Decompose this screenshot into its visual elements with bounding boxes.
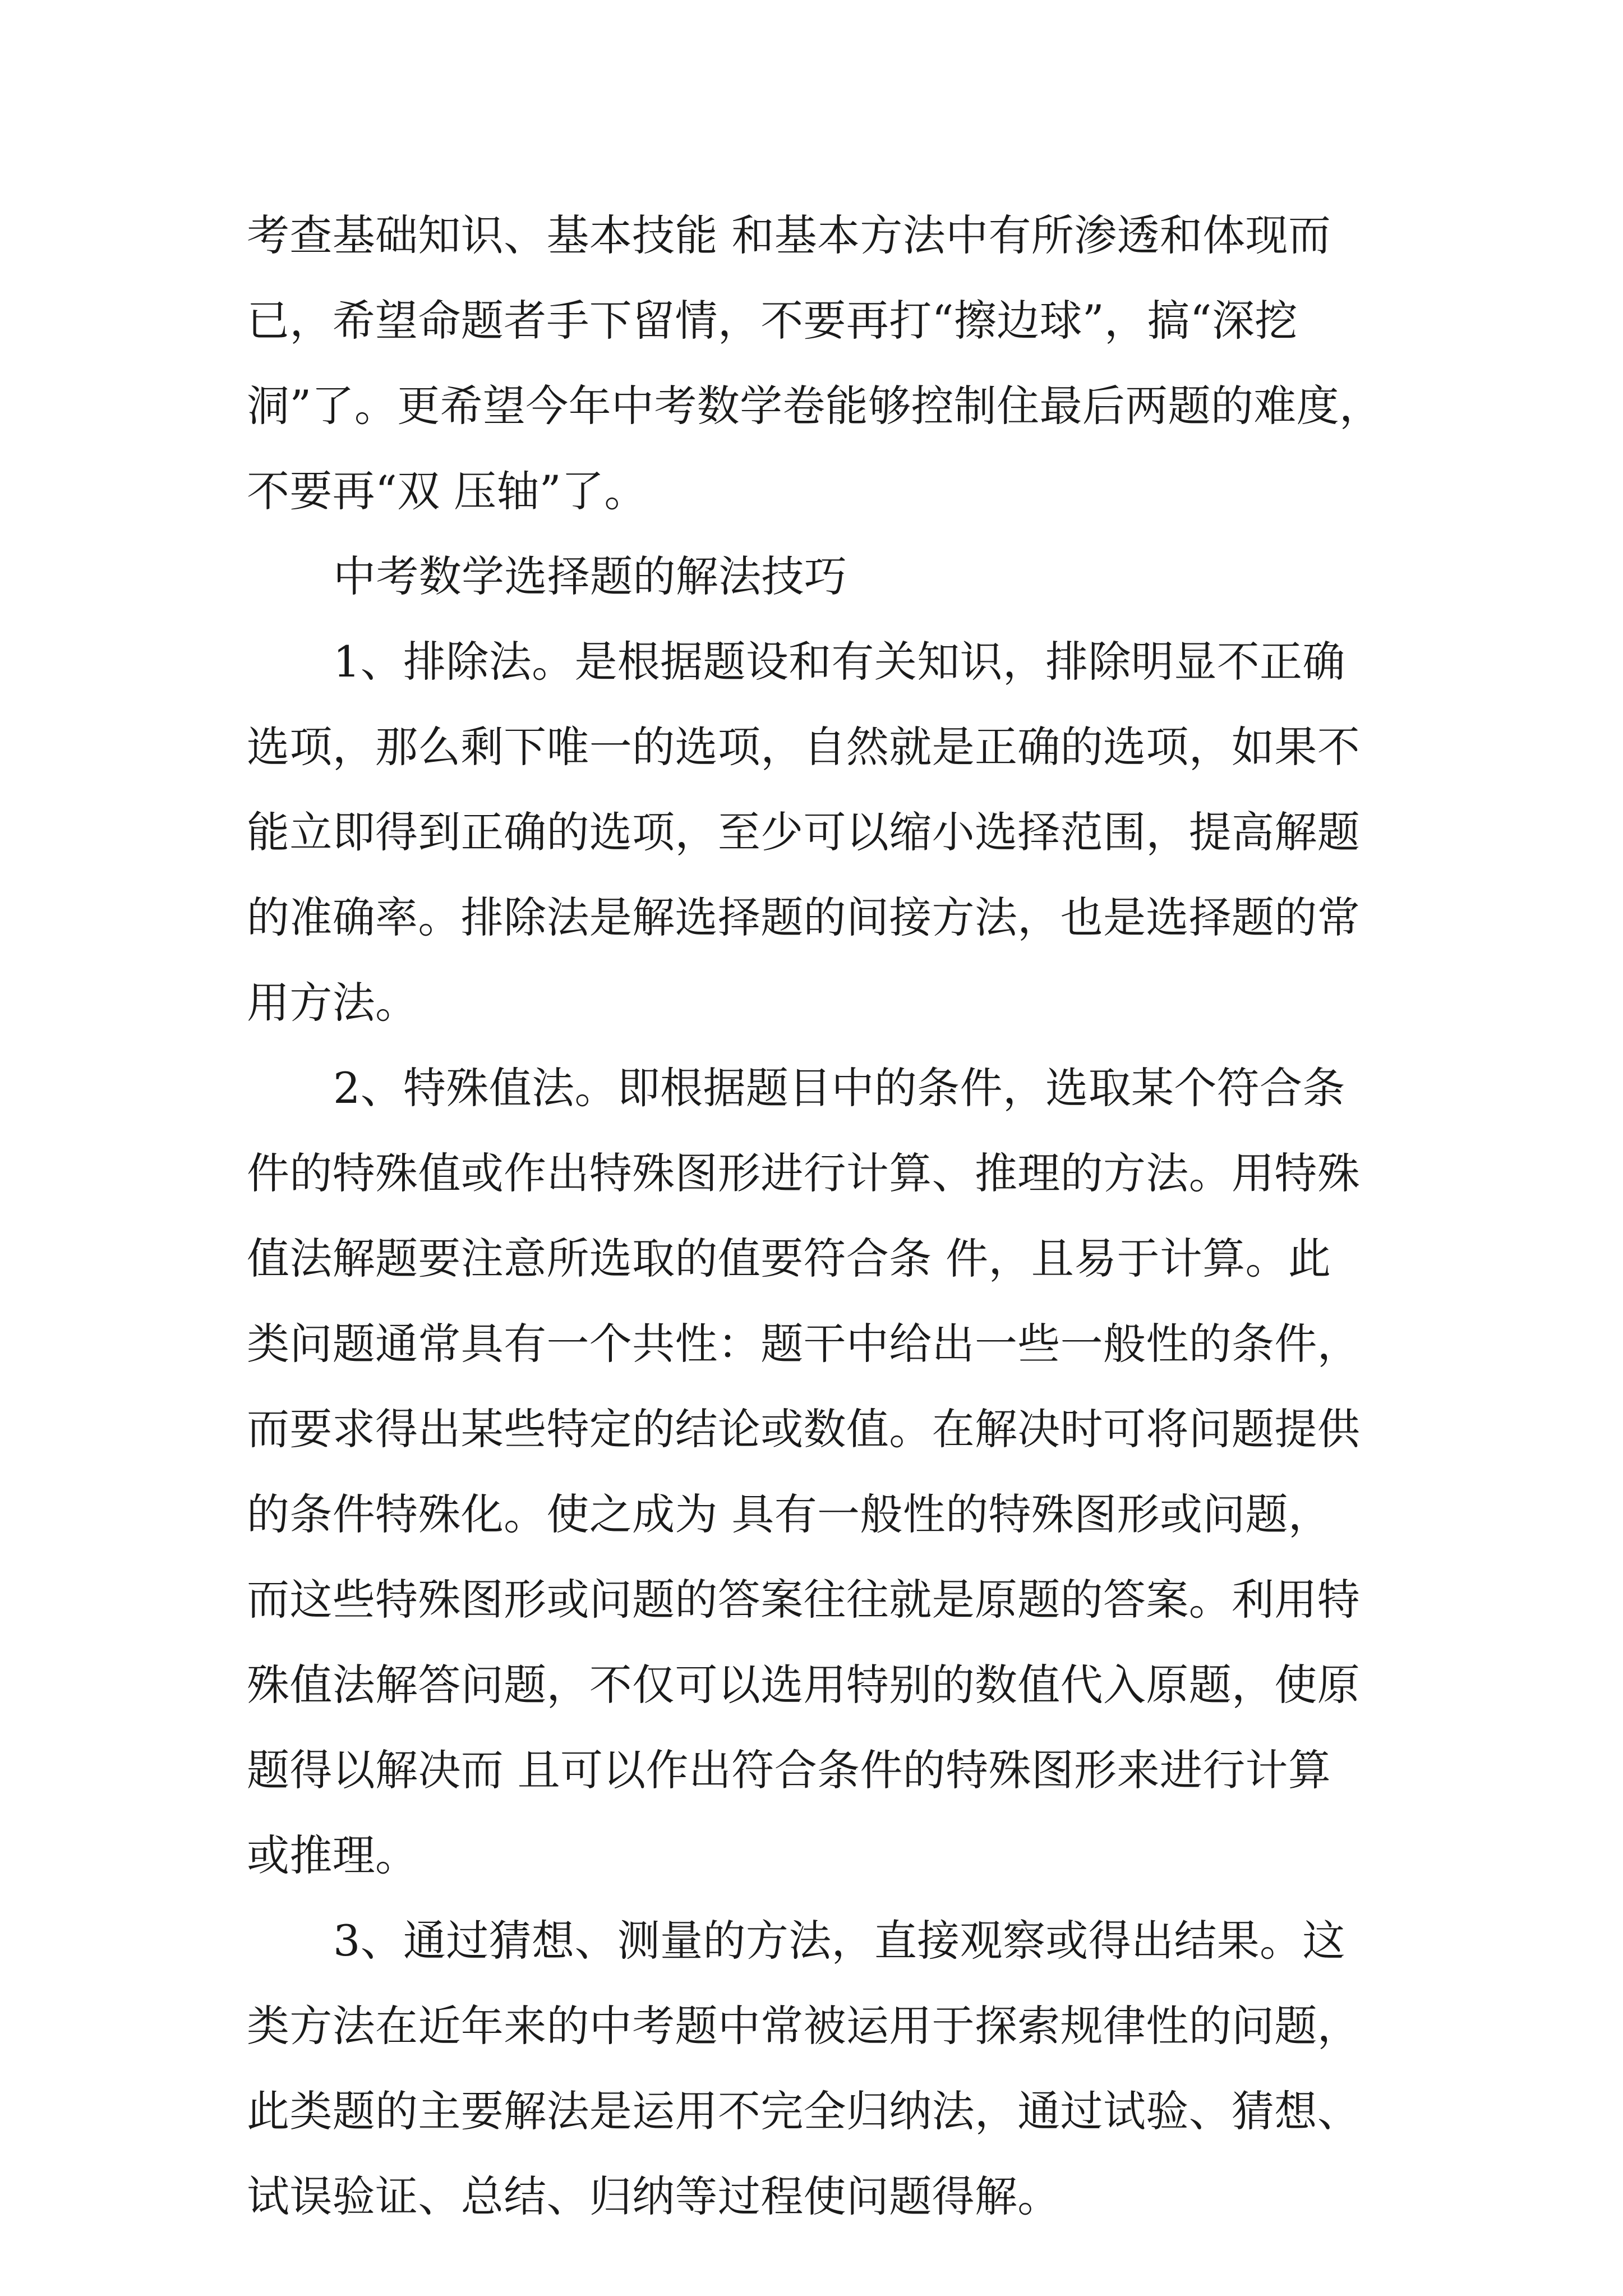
text-line: 1、排除法。是根据题设和有关知识，排除明显不正确: [333, 637, 1345, 687]
text-line: 而要求得出某些特定的结论或数值。在解决时可将问题提供: [247, 1404, 1361, 1454]
text-line: 3、通过猜想、测量的方法，直接观察或得出结果。这: [333, 1916, 1345, 1966]
section-heading: 中考数学选择题的解法技巧: [333, 551, 847, 601]
text-line: 选项，那么剩下唯一的选项，自然就是正确的选项，如果不: [247, 722, 1361, 772]
text-line: 已，希望命题者手下留情，不要再打“擦边球”，搞“深挖: [247, 296, 1298, 346]
text-line: 不要再“双 压轴”了。: [247, 466, 647, 516]
text-line: 的准确率。排除法是解选择题的间接方法，也是选择题的常: [247, 892, 1361, 942]
text-line: 此类题的主要解法是运用不完全归纳法，通过试验、猜想、: [247, 2086, 1361, 2136]
text-line: 而这些特殊图形或问题的答案往往就是原题的答案。利用特: [247, 1575, 1361, 1625]
text-line: 殊值法解答问题，不仅可以选用特别的数值代入原题，使原: [247, 1660, 1361, 1710]
text-line: 值法解题要注意所选取的值要符合条 件，且易于计算。此: [247, 1234, 1331, 1283]
text-line: 题得以解决而 且可以作出符合条件的特殊图形来进行计算: [247, 1745, 1331, 1795]
text-line: 能立即得到正确的选项，至少可以缩小选择范围，提高解题: [247, 807, 1361, 857]
text-line: 件的特殊值或作出特殊图形进行计算、推理的方法。用特殊: [247, 1148, 1361, 1198]
text-line: 用方法。: [247, 978, 418, 1028]
text-line: 考查基础知识、基本技能 和基本方法中有所渗透和体现而: [247, 210, 1331, 260]
text-line: 2、特殊值法。即根据题目中的条件，选取某个符合条: [333, 1063, 1345, 1113]
text-line: 或推理。: [247, 1830, 418, 1880]
text-line: 类方法在近年来的中考题中常被运用于探索规律性的问题，: [247, 2001, 1361, 2051]
text-line: 洞”了。更希望今年中考数学卷能够控制住最后两题的难度，: [247, 381, 1382, 431]
text-line: 类问题通常具有一个共性：题干中给出一些一般性的条件，: [247, 1319, 1361, 1369]
text-line: 的条件特殊化。使之成为 具有一般性的特殊图形或问题，: [247, 1489, 1331, 1539]
text-line: 试误验证、总结、归纳等过程使问题得解。: [247, 2171, 1061, 2221]
